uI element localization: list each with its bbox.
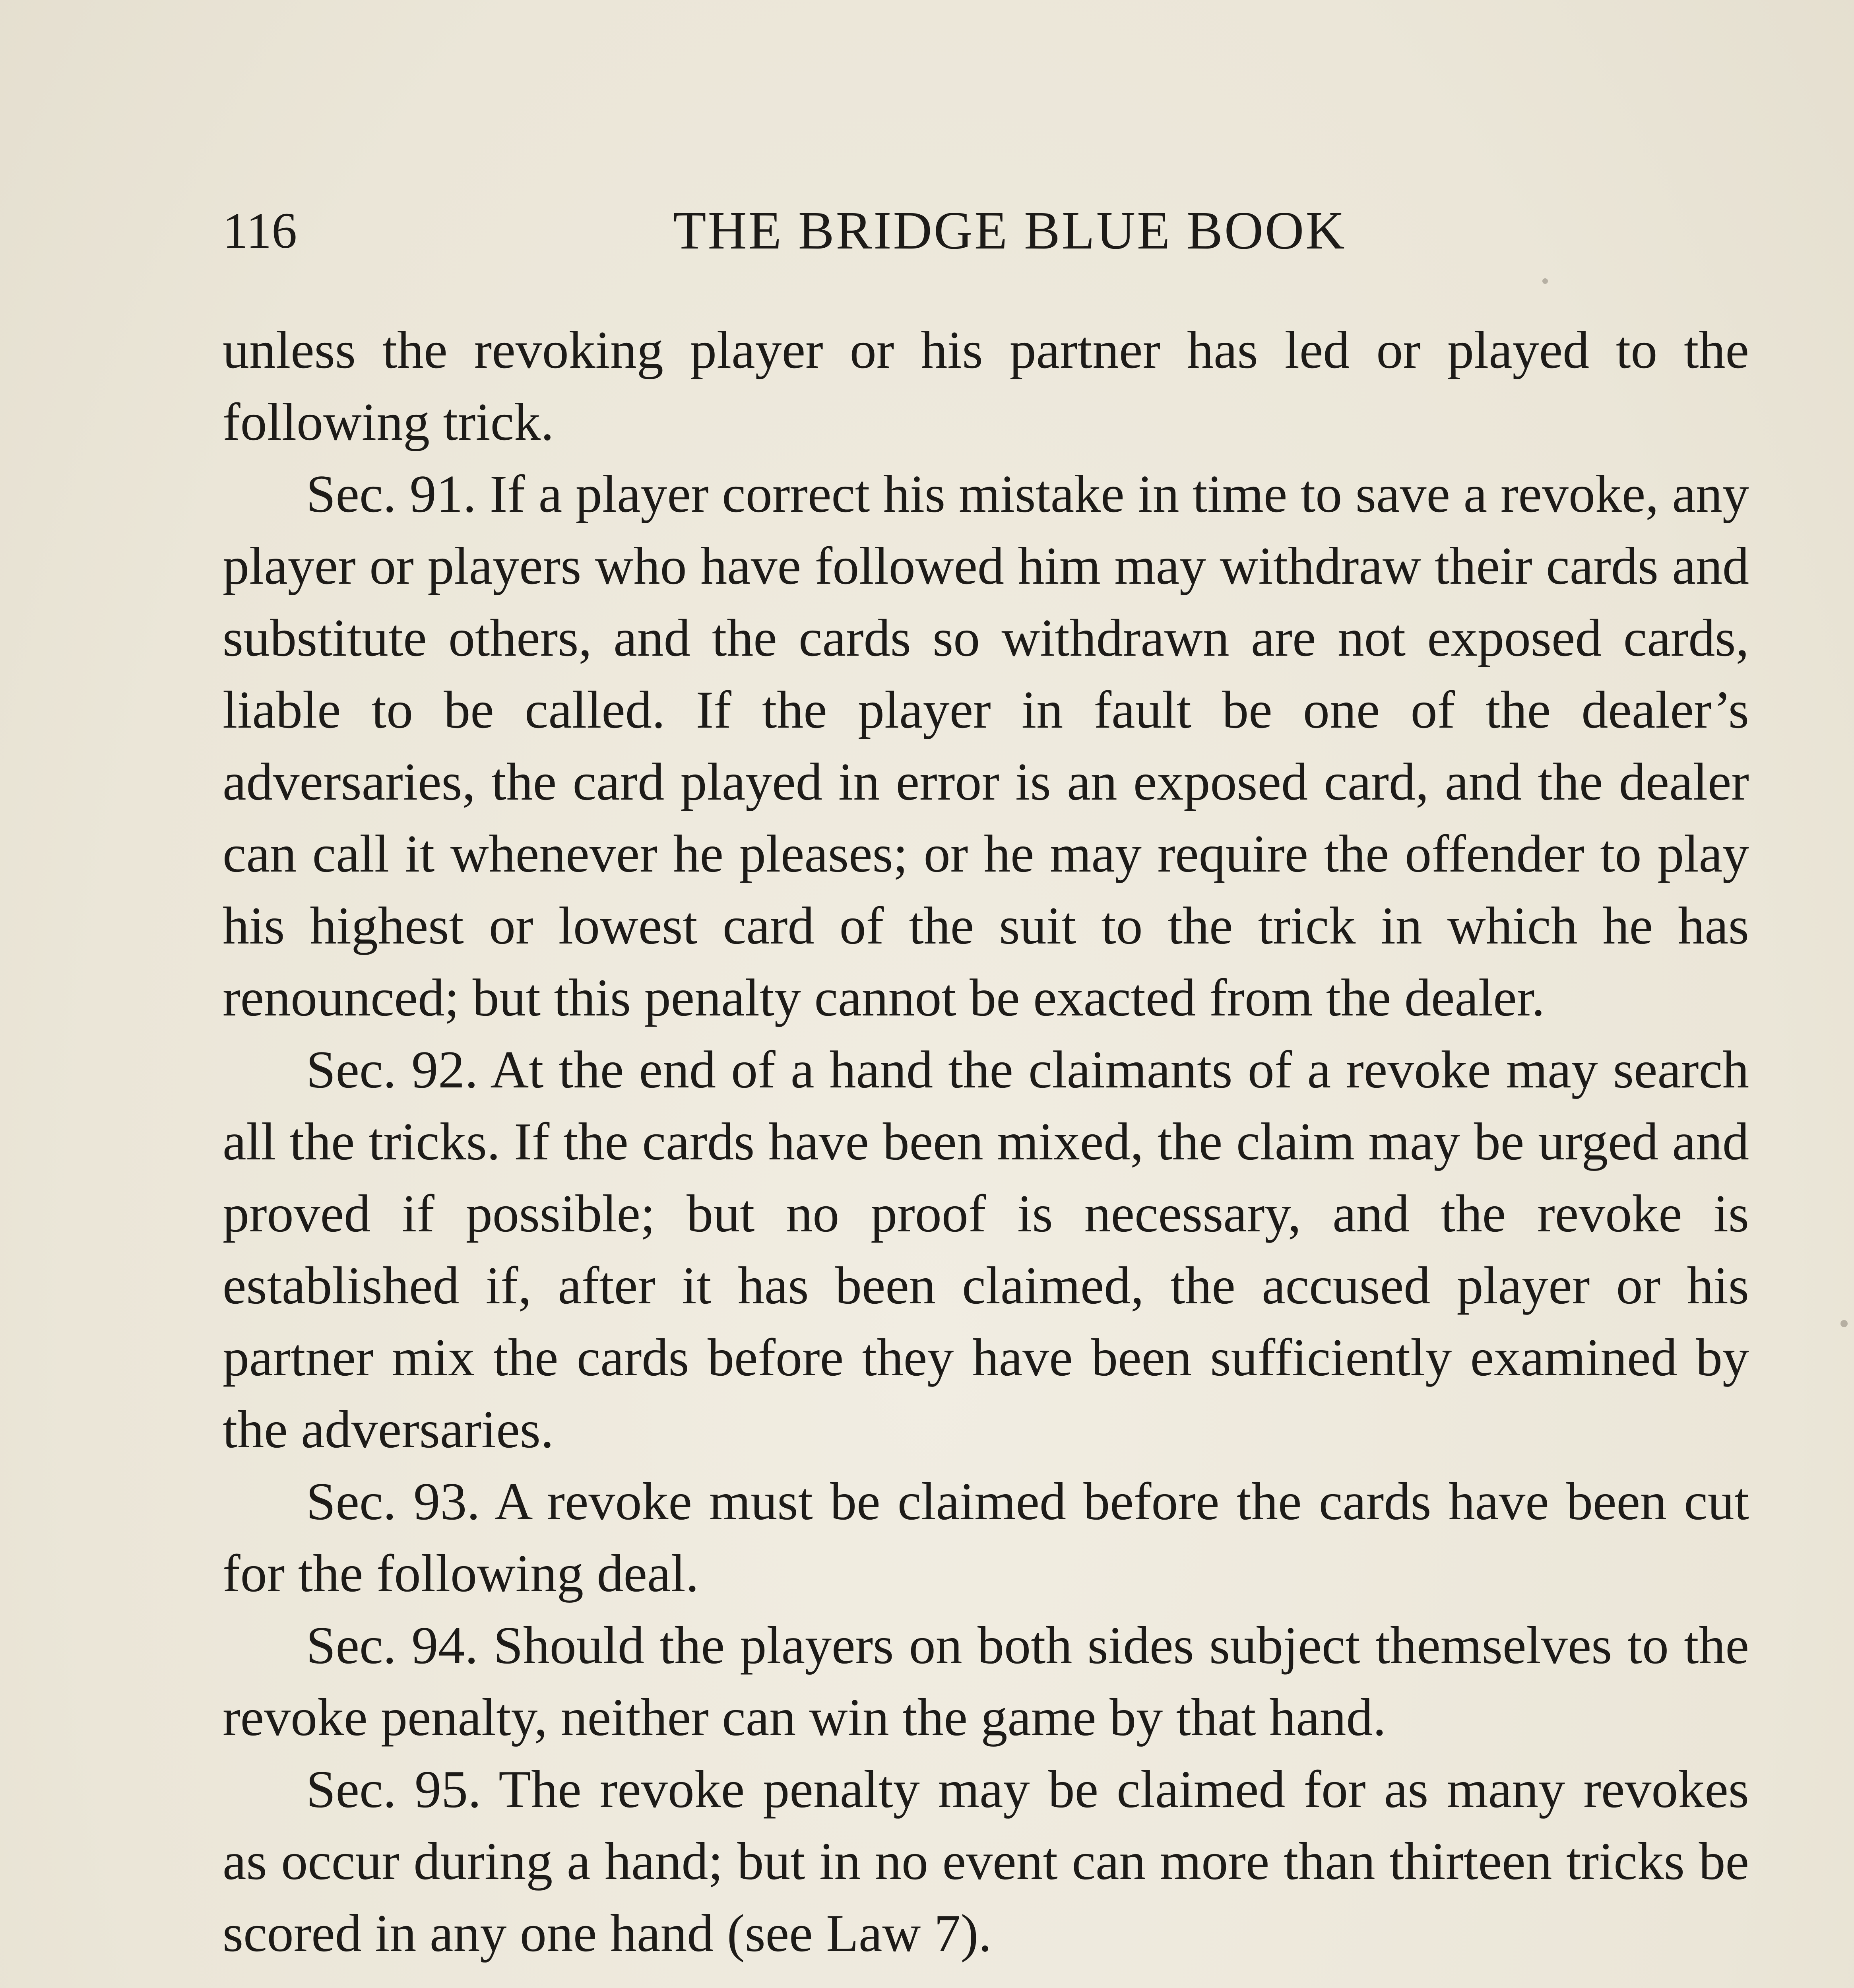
paper-speck [1542, 278, 1548, 284]
paragraph-sec-92: Sec. 92. At the end of a hand the claimants of a revoke may search all the tricks. If the cards have been mixed, the claim may be urged and proved if possible; but no proof is necessary, and the revoke is established if, after it has been claimed, the accused player or his partner mix the cards before they have been sufficiently examined by the adversaries. [223, 1040, 1749, 1459]
paragraph-sec-95: Sec. 95. The revoke penalty may be claimed for as many revokes as occur during a hand; but in no event can more than thirteen tricks be scored in any one hand (see Law 7). [223, 1760, 1749, 1963]
paragraph-sec-91: Sec. 91. If a player correct his mistake in time to save a revoke, any player or players who have followed him may withdraw their cards and substitute others, and the cards so withdrawn are not exposed cards, liable to be called. If the player in fault be one of the dealer’s adversaries, the card played in error is an exposed card, and the dealer can call it whenever he pleases; or he may require the offender to play his highest or lowest card of the suit to the trick in which he has renounced; but this penalty cannot be exacted from the dealer. [223, 464, 1749, 1027]
body-text [223, 314, 1749, 1988]
paper-speck [1840, 1320, 1848, 1327]
running-title: THE BRIDGE BLUE BOOK [673, 201, 1346, 260]
page-header [223, 195, 1749, 266]
paragraph-continuation: unless the revoking player or his partner has led or played to the following trick. [223, 320, 1749, 451]
paragraph-sec-93: Sec. 93. A revoke must be claimed before the cards have been cut for the following deal. [223, 1472, 1749, 1603]
page-number: 116 [223, 202, 297, 259]
paragraph-sec-94: Sec. 94. Should the players on both sides subject themselves to the revoke penalty, neither can win the game by that hand. [223, 1616, 1749, 1747]
